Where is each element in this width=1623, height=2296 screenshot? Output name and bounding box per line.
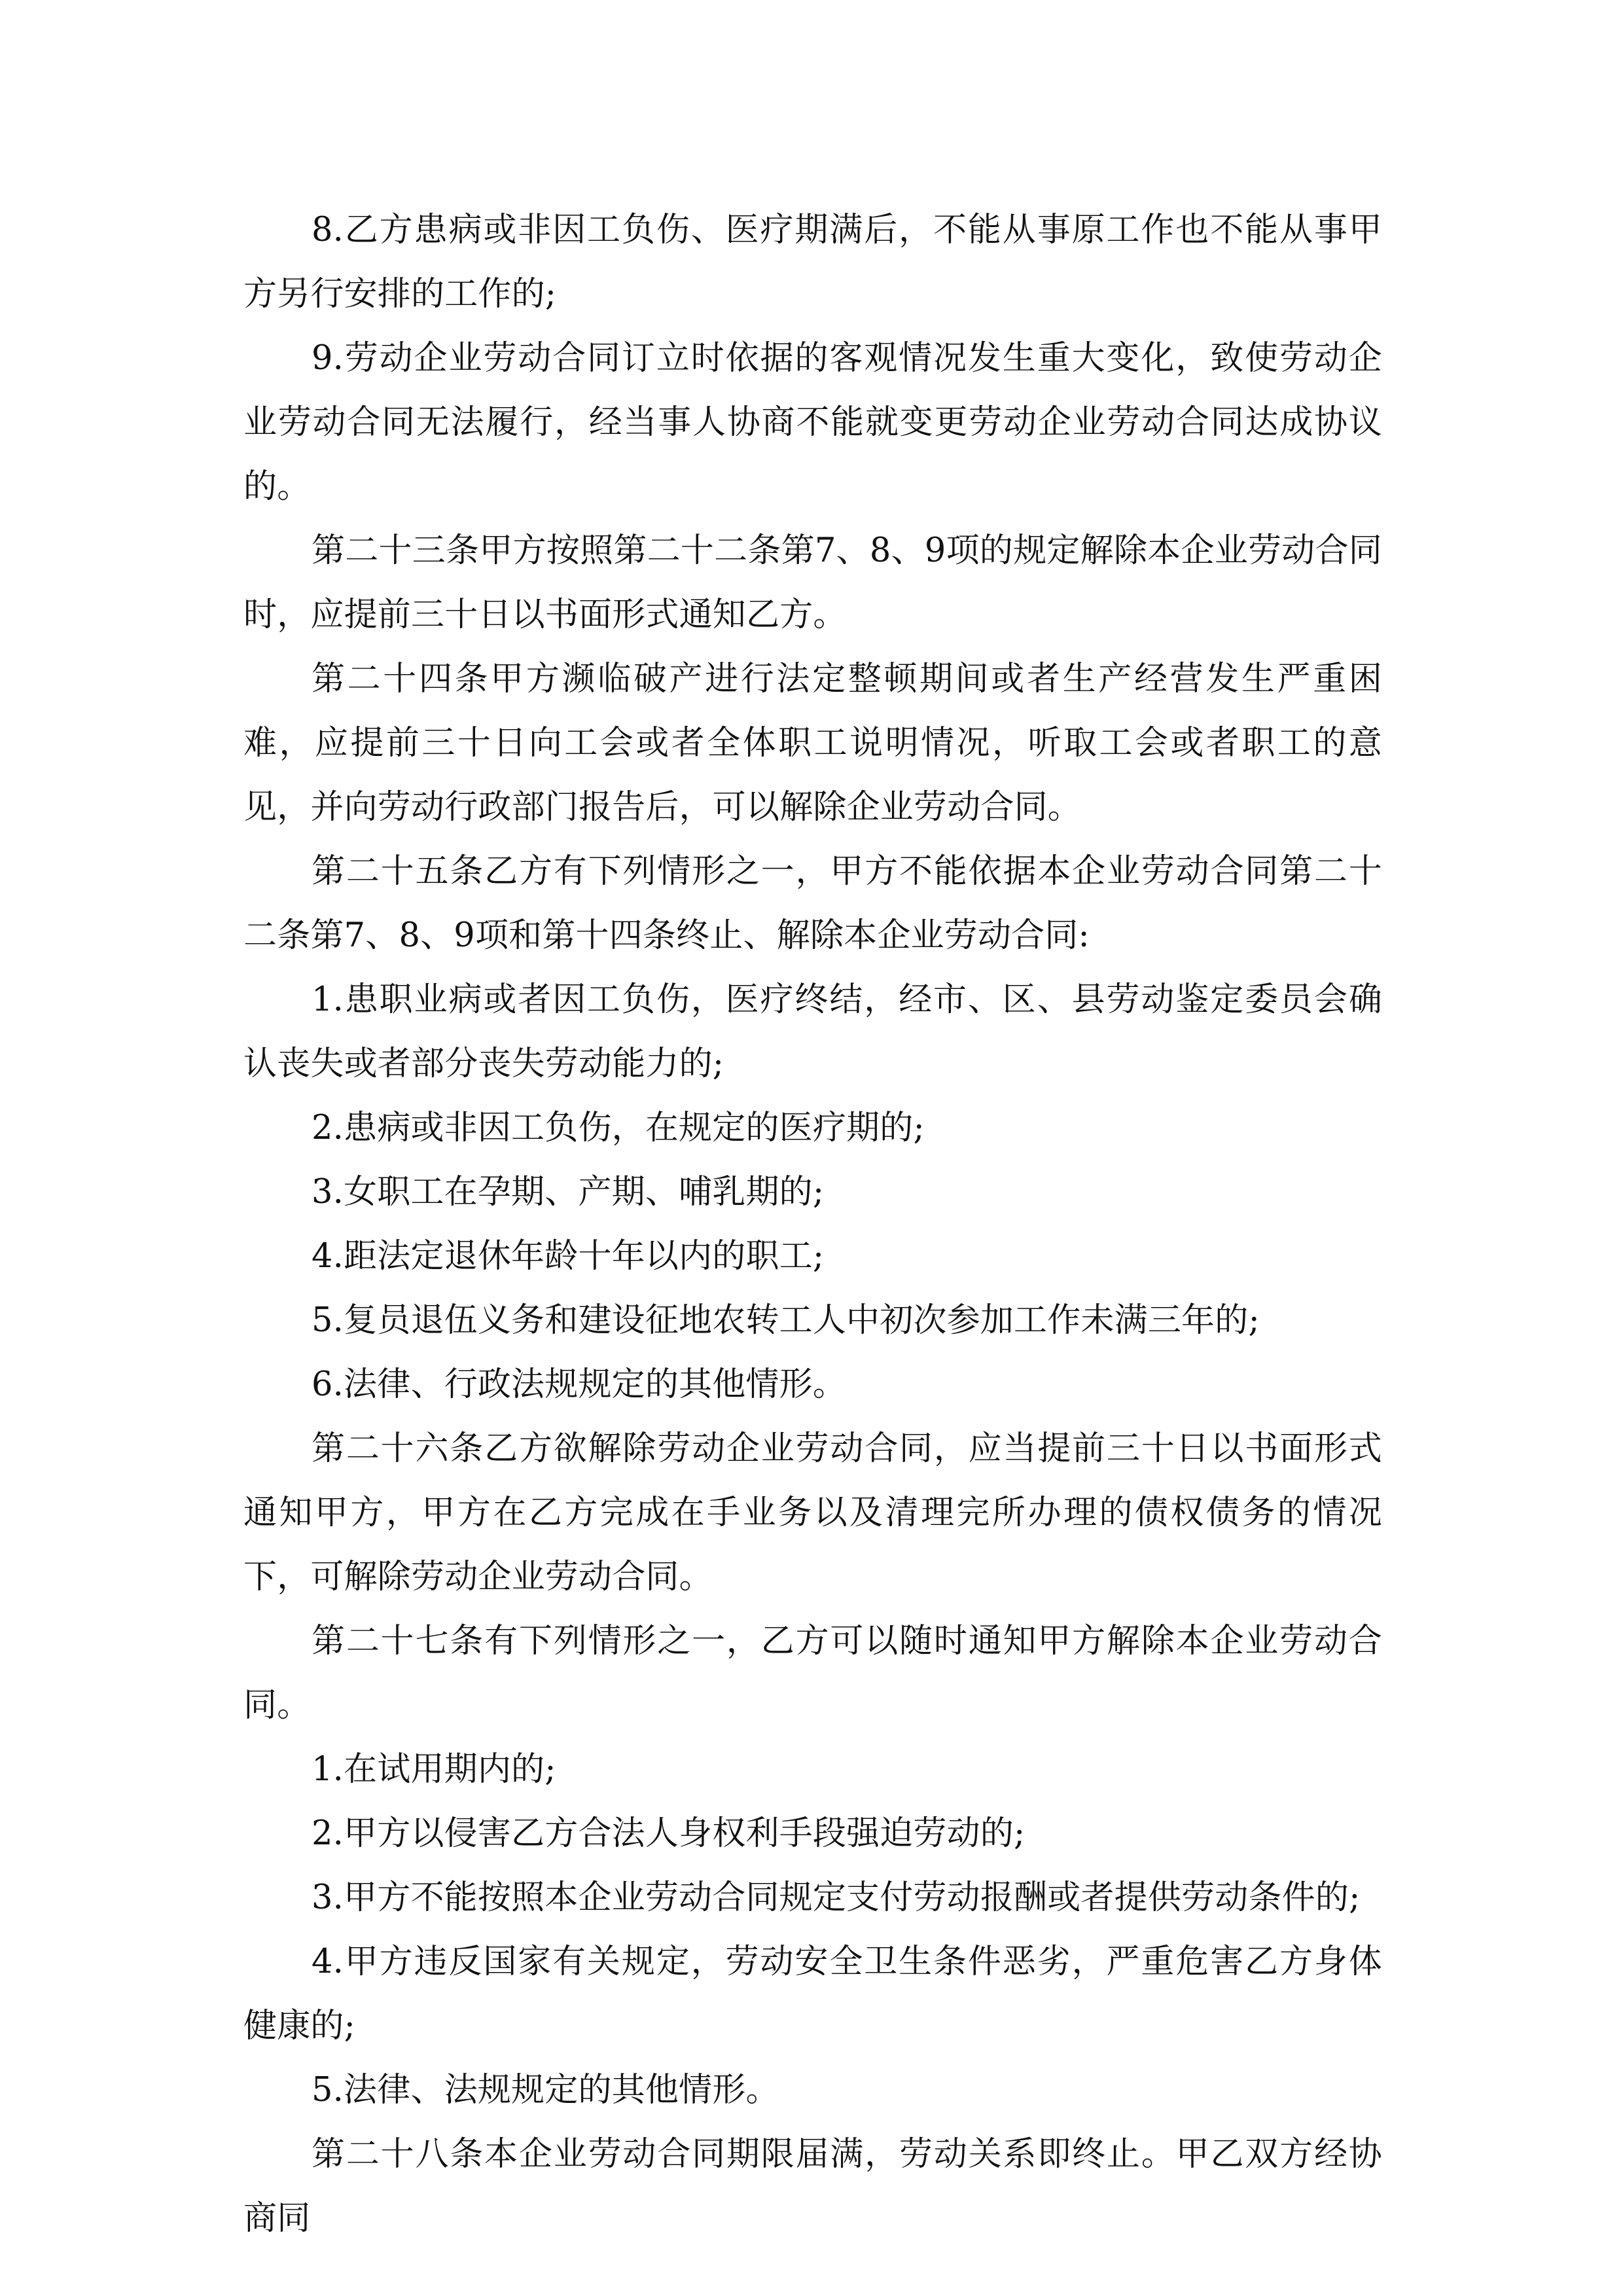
paragraph-article-25-item-5: 5.复员退伍义务和建设征地农转工人中初次参加工作未满三年的; [312, 1301, 1260, 1340]
paragraph-article-25-item-3: 3.女职工在孕期、产期、哺乳期的; [312, 1173, 825, 1211]
document-body [243, 198, 1382, 2251]
paragraph-article-26: 第二十六条乙方欲解除劳动企业劳动合同，应当提前三十日以书面形式通知甲方，甲方在乙方完成在手业务以及清理完所办理的债权债务的情况下，可解除劳动企业劳动合同。 [243, 1429, 1382, 1596]
paragraph-article-27-item-4: 4.甲方违反国家有关规定，劳动安全卫生条件恶劣，严重危害乙方身体健康的; [243, 1943, 1382, 2045]
paragraph-article-27-item-1: 1.在试用期内的; [312, 1750, 556, 1789]
paragraph-article-28: 第二十八条本企业劳动合同期限届满，劳动关系即终止。甲乙双方经协商同 [243, 2135, 1382, 2238]
paragraph-article-25-item-4: 4.距法定退休年龄十年以内的职工; [312, 1237, 825, 1276]
paragraph-article-25-item-1: 1.患职业病或者因工负伤，医疗终结，经市、区、县劳动鉴定委员会确认丧失或者部分丧失劳动能力的; [243, 980, 1382, 1083]
paragraph-clause-22-item-9: 9.劳动企业劳动合同订立时依据的客观情况发生重大变化，致使劳动企业劳动合同无法履行，经当事人协商不能就变更劳动企业劳动合同达成协议的。 [243, 339, 1382, 506]
paragraph-article-27: 第二十七条有下列情形之一，乙方可以随时通知甲方解除本企业劳动合同。 [243, 1622, 1382, 1725]
paragraph-article-25-item-2: 2.患病或非因工负伤，在规定的医疗期的; [312, 1109, 925, 1147]
paragraph-clause-22-item-8: 8.乙方患病或非因工负伤、医疗期满后，不能从事原工作也不能从事甲方另行安排的工作的; [243, 211, 1382, 314]
paragraph-article-27-item-2: 2.甲方以侵害乙方合法人身权利手段强迫劳动的; [312, 1814, 1026, 1853]
paragraph-article-27-item-5: 5.法律、法规规定的其他情形。 [312, 2071, 779, 2109]
paragraph-article-27-item-3: 3.甲方不能按照本企业劳动合同规定支付劳动报酬或者提供劳动条件的; [312, 1878, 1361, 1917]
paragraph-article-25: 第二十五条乙方有下列情形之一，甲方不能依据本企业劳动合同第二十二条第7、8、9项和第十四条终止、解除本企业劳动合同: [243, 852, 1382, 955]
paragraph-article-25-item-6: 6.法律、行政法规规定的其他情形。 [312, 1365, 847, 1404]
paragraph-article-23: 第二十三条甲方按照第二十二条第7、8、9项的规定解除本企业劳动合同时，应提前三十日以书面形式通知乙方。 [243, 531, 1382, 634]
paragraph-article-24: 第二十四条甲方濒临破产进行法定整顿期间或者生产经营发生严重困难，应提前三十日向工会或者全体职工说明情况，听取工会或者职工的意见，并向劳动行政部门报告后，可以解除企业劳动合同。 [243, 660, 1382, 827]
